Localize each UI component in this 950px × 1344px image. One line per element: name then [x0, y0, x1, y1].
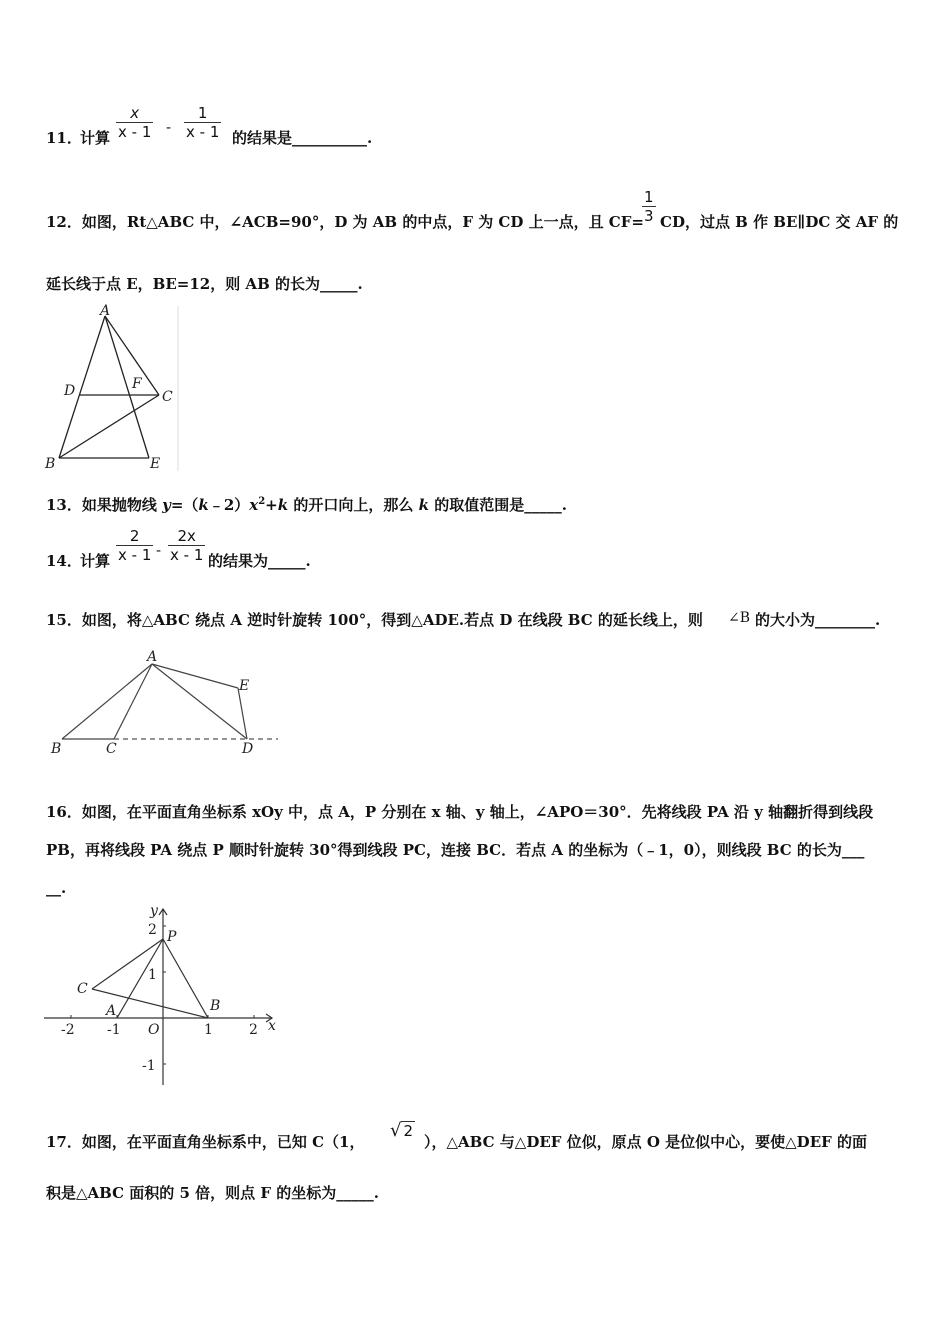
q14-operator: - [156, 541, 162, 559]
q14-suffix: 的结果为_____. [208, 552, 311, 570]
q15-line-AC [114, 664, 152, 739]
q16-label-O: O [148, 1022, 160, 1038]
q16-tick-x-minus-1: -1 [107, 1022, 121, 1038]
q16-line-3: __. [46, 879, 67, 897]
q15-label-D: D [242, 741, 254, 757]
q16-figure [44, 903, 284, 1088]
q11-number: 11． [46, 129, 82, 147]
q15-line-ED [238, 688, 247, 739]
q17-sqrt: √ 2 [390, 1120, 414, 1141]
q16-tick-y-minus-1: -1 [142, 1058, 156, 1074]
q16-tick-y-2: 2 [148, 922, 157, 938]
q11-operator: - [166, 118, 172, 136]
q15-label-E: E [239, 678, 250, 694]
q16-label-x: x [268, 1018, 276, 1034]
q16-line-1: 16．如图，在平面直角坐标系 xOy 中，点 A，P 分别在 x 轴、y 轴上，∠APO＝30°．先将线段 PA 沿 y 轴翻折得到线段 [46, 803, 874, 821]
q17-line-1a: 17．如图，在平面直角坐标系中，已知 C（1， [46, 1133, 365, 1151]
q15-text: 15．如图，将△ABC 绕点 A 逆时针旋转 100°，得到△ADE.若点 D 在线段 BC 的延长线上，则 [46, 611, 703, 629]
q16-tick-x-1: 1 [204, 1022, 213, 1038]
q11-fraction-1: $\frac{x}{x - 1}$ [118, 104, 152, 141]
q15-label-B: B [51, 741, 62, 757]
q15-line-AE [152, 664, 238, 688]
q15-angle-symbol: ∠B [728, 610, 751, 626]
q12-label-C: C [162, 389, 173, 405]
q12-label-F: F [132, 376, 142, 392]
q12-line-1: 12．如图，Rt△ABC 中，∠ACB=90°，D 为 AB 的中点，F 为 CD 上一点，且 CF= [46, 213, 644, 231]
q14-number: 14． [46, 552, 82, 570]
q15-suffix: 的大小为________. [755, 611, 881, 629]
q12-figure [42, 303, 182, 472]
q12-fraction: $\frac{1}{3}$ [644, 188, 654, 225]
q16-segment-PB [163, 939, 208, 1018]
q12-label-D: D [64, 383, 76, 399]
q16-line-2: PB，再将线段 PA 绕点 P 顺时针旋转 30°得到线段 PC，连接 BC．若点 A 的坐标为（﹣1，0），则线段 BC 的长为___ [46, 841, 865, 859]
q16-label-A: A [106, 1003, 117, 1019]
q16-label-y: y [150, 903, 158, 919]
q12-label-E: E [150, 456, 161, 472]
q14-fraction-1: $\frac{2}{x - 1}$ [118, 527, 152, 564]
q12-label-A: A [100, 303, 111, 319]
q17-line-1b: ），△ABC 与△DEF 位似，原点 O 是位似中心，要使△DEF 的面 [424, 1133, 867, 1151]
q15-line-AB [62, 664, 152, 739]
q15-label-A: A [147, 649, 158, 665]
q16-label-P: P [167, 929, 177, 945]
q12-line-BC [59, 395, 159, 458]
q16-label-C: C [77, 981, 88, 997]
q11-suffix: 的结果是__________. [232, 129, 373, 147]
q16-label-B: B [210, 998, 221, 1014]
q12-line-2: 延长线于点 E，BE=12，则 AB 的长为_____. [46, 275, 363, 293]
q16-tick-x-2: 2 [249, 1022, 258, 1038]
q17-line-2: 积是△ABC 面积的 5 倍，则点 F 的坐标为_____. [46, 1184, 379, 1202]
q16-tick-x-minus-2: -2 [61, 1022, 75, 1038]
q15-label-C: C [106, 741, 117, 757]
q12-line-AE [105, 316, 149, 458]
q15-line-AD [152, 664, 250, 739]
q15-figure [46, 648, 286, 758]
q16-tick-y-1: 1 [148, 967, 157, 983]
q11-fraction-2: $\frac{1}{x - 1}$ [186, 104, 220, 141]
question-13: 13．如果抛物线 $y=(k﹣2)x^2+k$ 的开口向上，那么 k 的取值范围是_____. [46, 496, 567, 514]
q12-label-B: B [45, 456, 56, 472]
q11-prefix: 计算 [80, 129, 111, 147]
q14-prefix: 计算 [80, 552, 111, 570]
q12-line-1b: CD，过点 B 作 BE∥DC 交 AF 的 [660, 213, 899, 231]
q14-fraction-2: $\frac{2x}{x - 1}$ [170, 527, 204, 564]
